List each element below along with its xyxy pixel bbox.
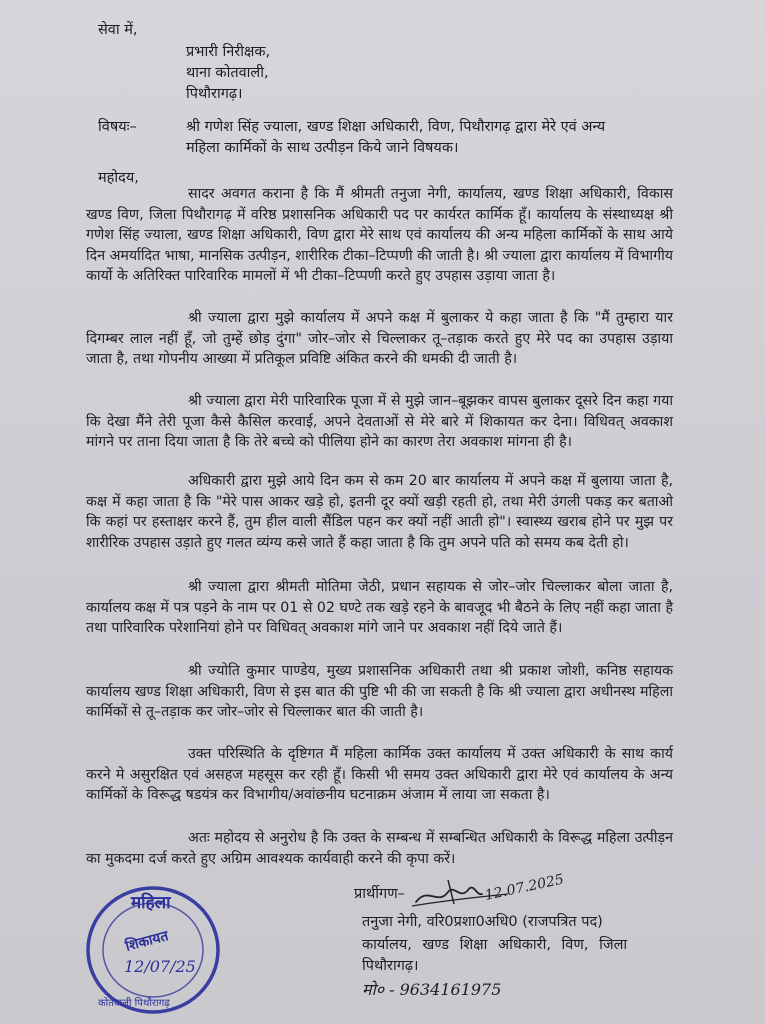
paragraph-2: श्री ज्याला द्वारा मुझे कार्यालय में अपने कक्ष में बुलाकर ये कहा जाता है कि "मैं तुम्हारा यार दिगम्बर लाल नहीं हूँ, जो तुम्हें छोड़ दुंगा" जोर–जोर से चिल्लाकर तू–तड़ाक करते हुए मेरे पद का उपहास उड़ाया जाता है, तथा गोपनीय आख्या में प्रतिकूल प्रविष्टि अंकित करने की धमकी दी जाती है।: [86, 310, 673, 367]
stamp-date: 12/07/25: [124, 957, 196, 976]
paragraph-4: अधिकारी द्वारा मुझे आये दिन कम से कम 20 बार कार्यालय में अपने कक्ष में बुलाया जाता है, कक्ष में कहा जाता है कि "मेरे पास आकर खड़े हो, इतनी दूर क्यों खड़ी रहती हो, तथा मेरी उंगली पकड़ कर बताओ कि कहां पर हस्ताक्षर करने हैं, तुम हील वाली सैंडिल पहन कर क्यों नहीं आती हो"। स्वास्थ्य खराब होने पर मुझ पर शारीरिक उपहास उड़ाते हुए गलत व्यंग्य कसे जाते हैं कहा जाता है कि तुम अपने पति को समय कब देती हो।: [86, 473, 673, 551]
mobile-number: मो० - 9634161975: [362, 980, 502, 999]
paragraph-1: सादर अवगत कराना है कि मैं श्रीमती तनुजा नेगी, कार्यालय, खण्ड शिक्षा अधिकारी, विकास खण्ड विण, जिला पिथौरागढ़ में वरिष्ठ प्रशासनिक अधिकारी पद पर कार्यरत कार्मिक हूँ। कार्यालय के संस्थाध्यक्ष श्री गणेश सिंह ज्याला, खण्ड शिक्षा अधिकारी, विण द्वारा मेरे साथ एवं कार्यालय की अन्य महिला कार्मिकों के साथ आये दिन अमर्यादित भाषा, मानसिक उत्पीड़न, शारीरिक टीका–टिप्पणी की जाती है। श्री ज्याला द्वारा कार्यालय में विभागीय कार्यो के अतिरिक्त पारिवारिक मामलों में भी टीका–टिप्पणी करते हुए उपहास उड़ाया जाता है।: [86, 186, 673, 284]
signatory-name: तनुजा नेगी, वरि0प्रशा0अधि0 (राजपत्रित पद): [362, 914, 603, 930]
stamp-middle-text: शिकायत: [123, 928, 171, 955]
handwritten-signature: [408, 866, 578, 918]
police-receipt-stamp: [84, 884, 222, 1016]
recipient-line-3: पिथौरागढ़।: [186, 86, 243, 102]
stamp-bottom-text: कोतवाली पिथौरागढ़: [98, 998, 170, 1009]
subject-line-1: श्री गणेश सिंह ज्याला, खण्ड शिक्षा अधिकारी, विण, पिथौरागढ़ द्वारा मेरे एवं अन्य: [186, 119, 606, 135]
stamp-top-text: महिला: [131, 893, 171, 913]
closing-label: प्रार्थीगण–: [354, 886, 405, 902]
paragraph-7: उक्त परिस्थिति के दृष्टिगत मैं महिला कार्मिक उक्त कार्यालय में उक्त अधिकारी के साथ कार्य करने मे असुरक्षित एवं असहज महसूस कर रही हूँ। किसी भी समय उक्त अधिकारी द्वारा मेरे एवं कार्यालय के अन्य कार्मिकों के विरूद्ध षडयंत्र कर विभागीय/अवांछनीय घटनाक्रम अंजाम में लाया जा सकता है।: [86, 746, 673, 803]
subject-line-2: महिला कार्मिकों के साथ उत्पीड़न किये जाने विषयक।: [186, 140, 459, 156]
to-prefix: सेवा में,: [98, 22, 138, 38]
paragraph-3: श्री ज्याला द्वारा मेरी पारिवारिक पूजा में से मुझे जान–बूझकर वापस बुलाकर दूसरे दिन कहा गया कि देखा मैंने तेरी पूजा कैसे कैसिल करवाई, अपने देवताओं से मेरे बारे में शिकायत कर देना। विधिवत् अवकाश मांगने पर ताना दिया जाता है कि तेरे बच्चे को पीलिया होने का कारण तेरा अवकाश मांगना ही है।: [86, 393, 673, 450]
salutation: महोदय,: [98, 170, 139, 186]
paragraph-5: श्री ज्याला द्वारा श्रीमती मोतिमा जेठी, प्रधान सहायक से जोर–जोर चिल्लाकर बोला जाता है, कार्यालय कक्ष में पत्र पड़ने के नाम पर 01 से 02 घण्टे तक खड़े रहने के बावजूद भी बैठने के लिए नहीं कहा जाता है तथा पारिवारिक परेशानियां होने पर विधिवत् अवकाश मांगे जाने पर अवकाश नहीं दिये जाते हैं।: [86, 579, 673, 636]
recipient-line-2: थाना कोतवाली,: [186, 65, 269, 81]
signature-date: 12.07.2025: [483, 871, 566, 904]
paragraph-6: श्री ज्योति कुमार पाण्डेय, मुख्य प्रशासनिक अधिकारी तथा श्री प्रकाश जोशी, कनिष्ठ सहायक कार्यालय खण्ड शिक्षा अधिकारी, विण से इस बात की पुष्टि भी की जा सकती है कि श्री ज्याला द्वारा अधीनस्थ महिला कार्मिकों से तू–तड़ाक कर जोर–जोर से चिल्लाकर बात की जाती है।: [86, 663, 673, 720]
office-line-2: पिथौरागढ़।: [362, 958, 419, 974]
office-line-1: कार्यालय, खण्ड शिक्षा अधिकारी, विण, जिला: [362, 937, 628, 953]
paragraph-8: अतः महोदय से अनुरोध है कि उक्त के सम्बन्ध में सम्बन्धित अधिकारी के विरूद्ध महिला उत्पीड़न का मुकदमा दर्ज करते हुए अग्रिम आवश्यक कार्यवाही करने की कृपा करें।: [86, 830, 673, 867]
subject-label: विषयः–: [98, 119, 137, 135]
recipient-line-1: प्रभारी निरीक्षक,: [186, 44, 271, 60]
